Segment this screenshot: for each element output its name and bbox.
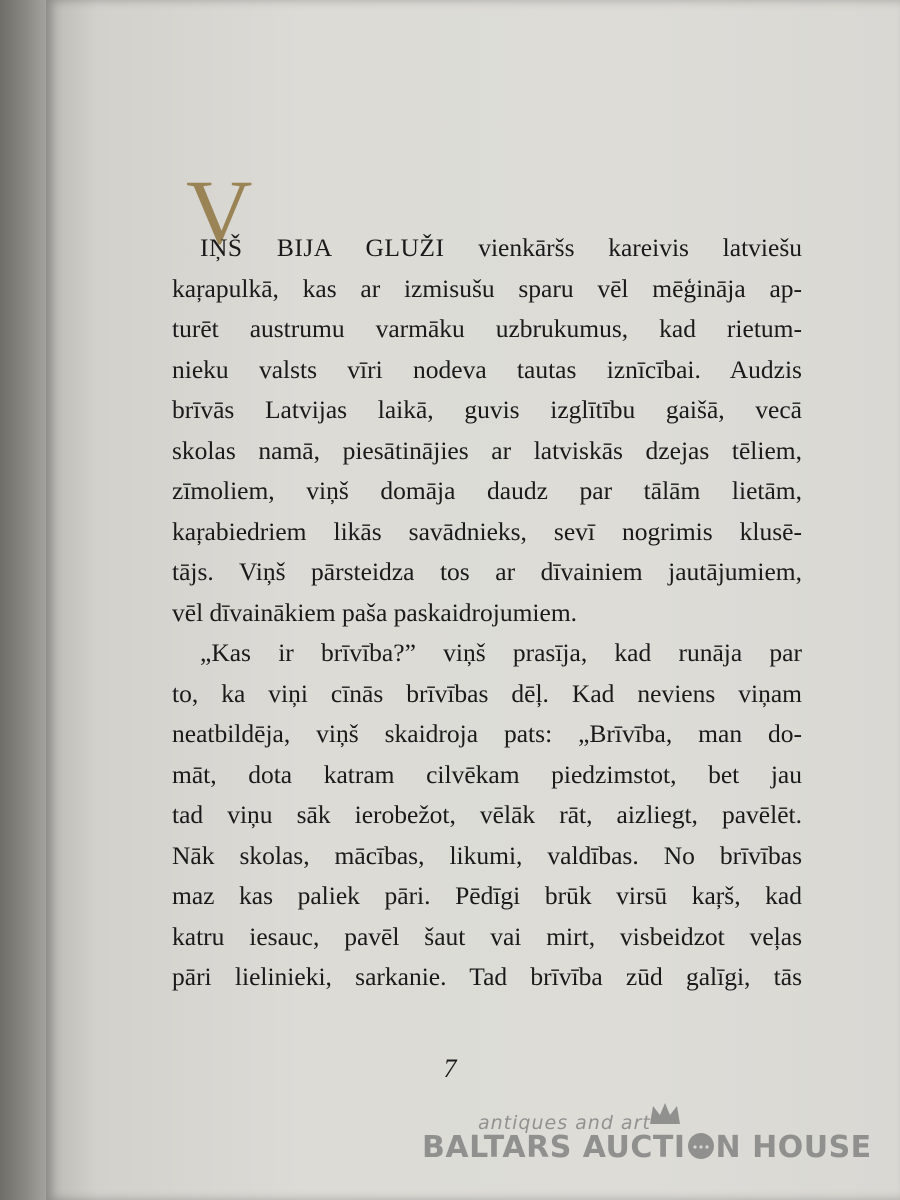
lead-in-small-caps: IŅŠ BIJA GLUŽI bbox=[200, 233, 445, 262]
text-line: tad viņu sāk ierobežot, vēlāk rāt, aizliegt, pavēlēt. bbox=[172, 800, 802, 829]
text-line: tājs. Viņš pārsteidza tos ar dīvainiem jautājumiem, bbox=[172, 557, 802, 586]
drop-cap-letter: V bbox=[186, 161, 253, 263]
crown-icon bbox=[648, 1100, 682, 1128]
text-line: maz kas paliek pāri. Pēdīgi brūk virsū kaŗš, kad bbox=[172, 881, 802, 910]
text-line: māt, dota katram cilvēkam piedzimstot, bet jau bbox=[172, 759, 802, 789]
text-line: Nāk skolas, mācības, likumi, valdības. No brīvības bbox=[172, 840, 802, 870]
watermark-name-part1: BALTARS AUCTI bbox=[422, 1130, 686, 1165]
watermark-tagline: antiques and art bbox=[478, 1112, 651, 1134]
body-text bbox=[172, 228, 802, 998]
text-line-1: IŅŠ BIJA GLUŽI vienkāršs kareivis latviešu bbox=[200, 233, 802, 262]
page-number: 7 bbox=[443, 1054, 457, 1083]
text-line: neatbildēja, viņš skaidroja pats: „Brīvība, man do- bbox=[172, 719, 802, 748]
text-line: to, ka viņi cīnās brīvības dēļ. Kad neviens viņam bbox=[172, 678, 802, 708]
text-line: „Kas ir brīvība?” viņš prasīja, kad runāja par bbox=[200, 638, 802, 667]
text-line: kaŗapulkā, kas ar izmisušu sparu vēl mēģināja ap- bbox=[172, 273, 802, 303]
text-line: skolas namā, piesātinājies ar latviskās dzejas tēliem, bbox=[172, 435, 802, 465]
text-line: brīvās Latvijas laikā, guvis izglītību gaišā, vecā bbox=[172, 395, 802, 424]
watermark-name-part2: N HOUSE bbox=[715, 1130, 872, 1165]
text-line: pāri lielinieki, sarkanie. Tad brīvība zūd galīgi, tās bbox=[172, 962, 802, 991]
text-line: vēl dīvainākiem paša paskaidrojumiem. bbox=[172, 597, 578, 627]
text-line: kaŗabiedriem likās savādnieks, sevī nogrimis klusē- bbox=[172, 516, 802, 546]
text-line: katru iesauc, pavēl šaut vai mirt, visbeidzot veļas bbox=[172, 921, 802, 951]
watermark-brand bbox=[422, 1130, 872, 1165]
text-line: turēt austrumu varmāku uzbrukumus, kad rietum- bbox=[172, 314, 802, 343]
book-spine-shadow bbox=[0, 0, 46, 1200]
text-line: zīmoliem, viņš domāja daudz par tālām lietām, bbox=[172, 476, 802, 505]
text-line: nieku valsts vīri nodeva tautas iznīcībai. Audzis bbox=[172, 354, 802, 384]
watermark-o-ring-icon bbox=[686, 1131, 716, 1161]
